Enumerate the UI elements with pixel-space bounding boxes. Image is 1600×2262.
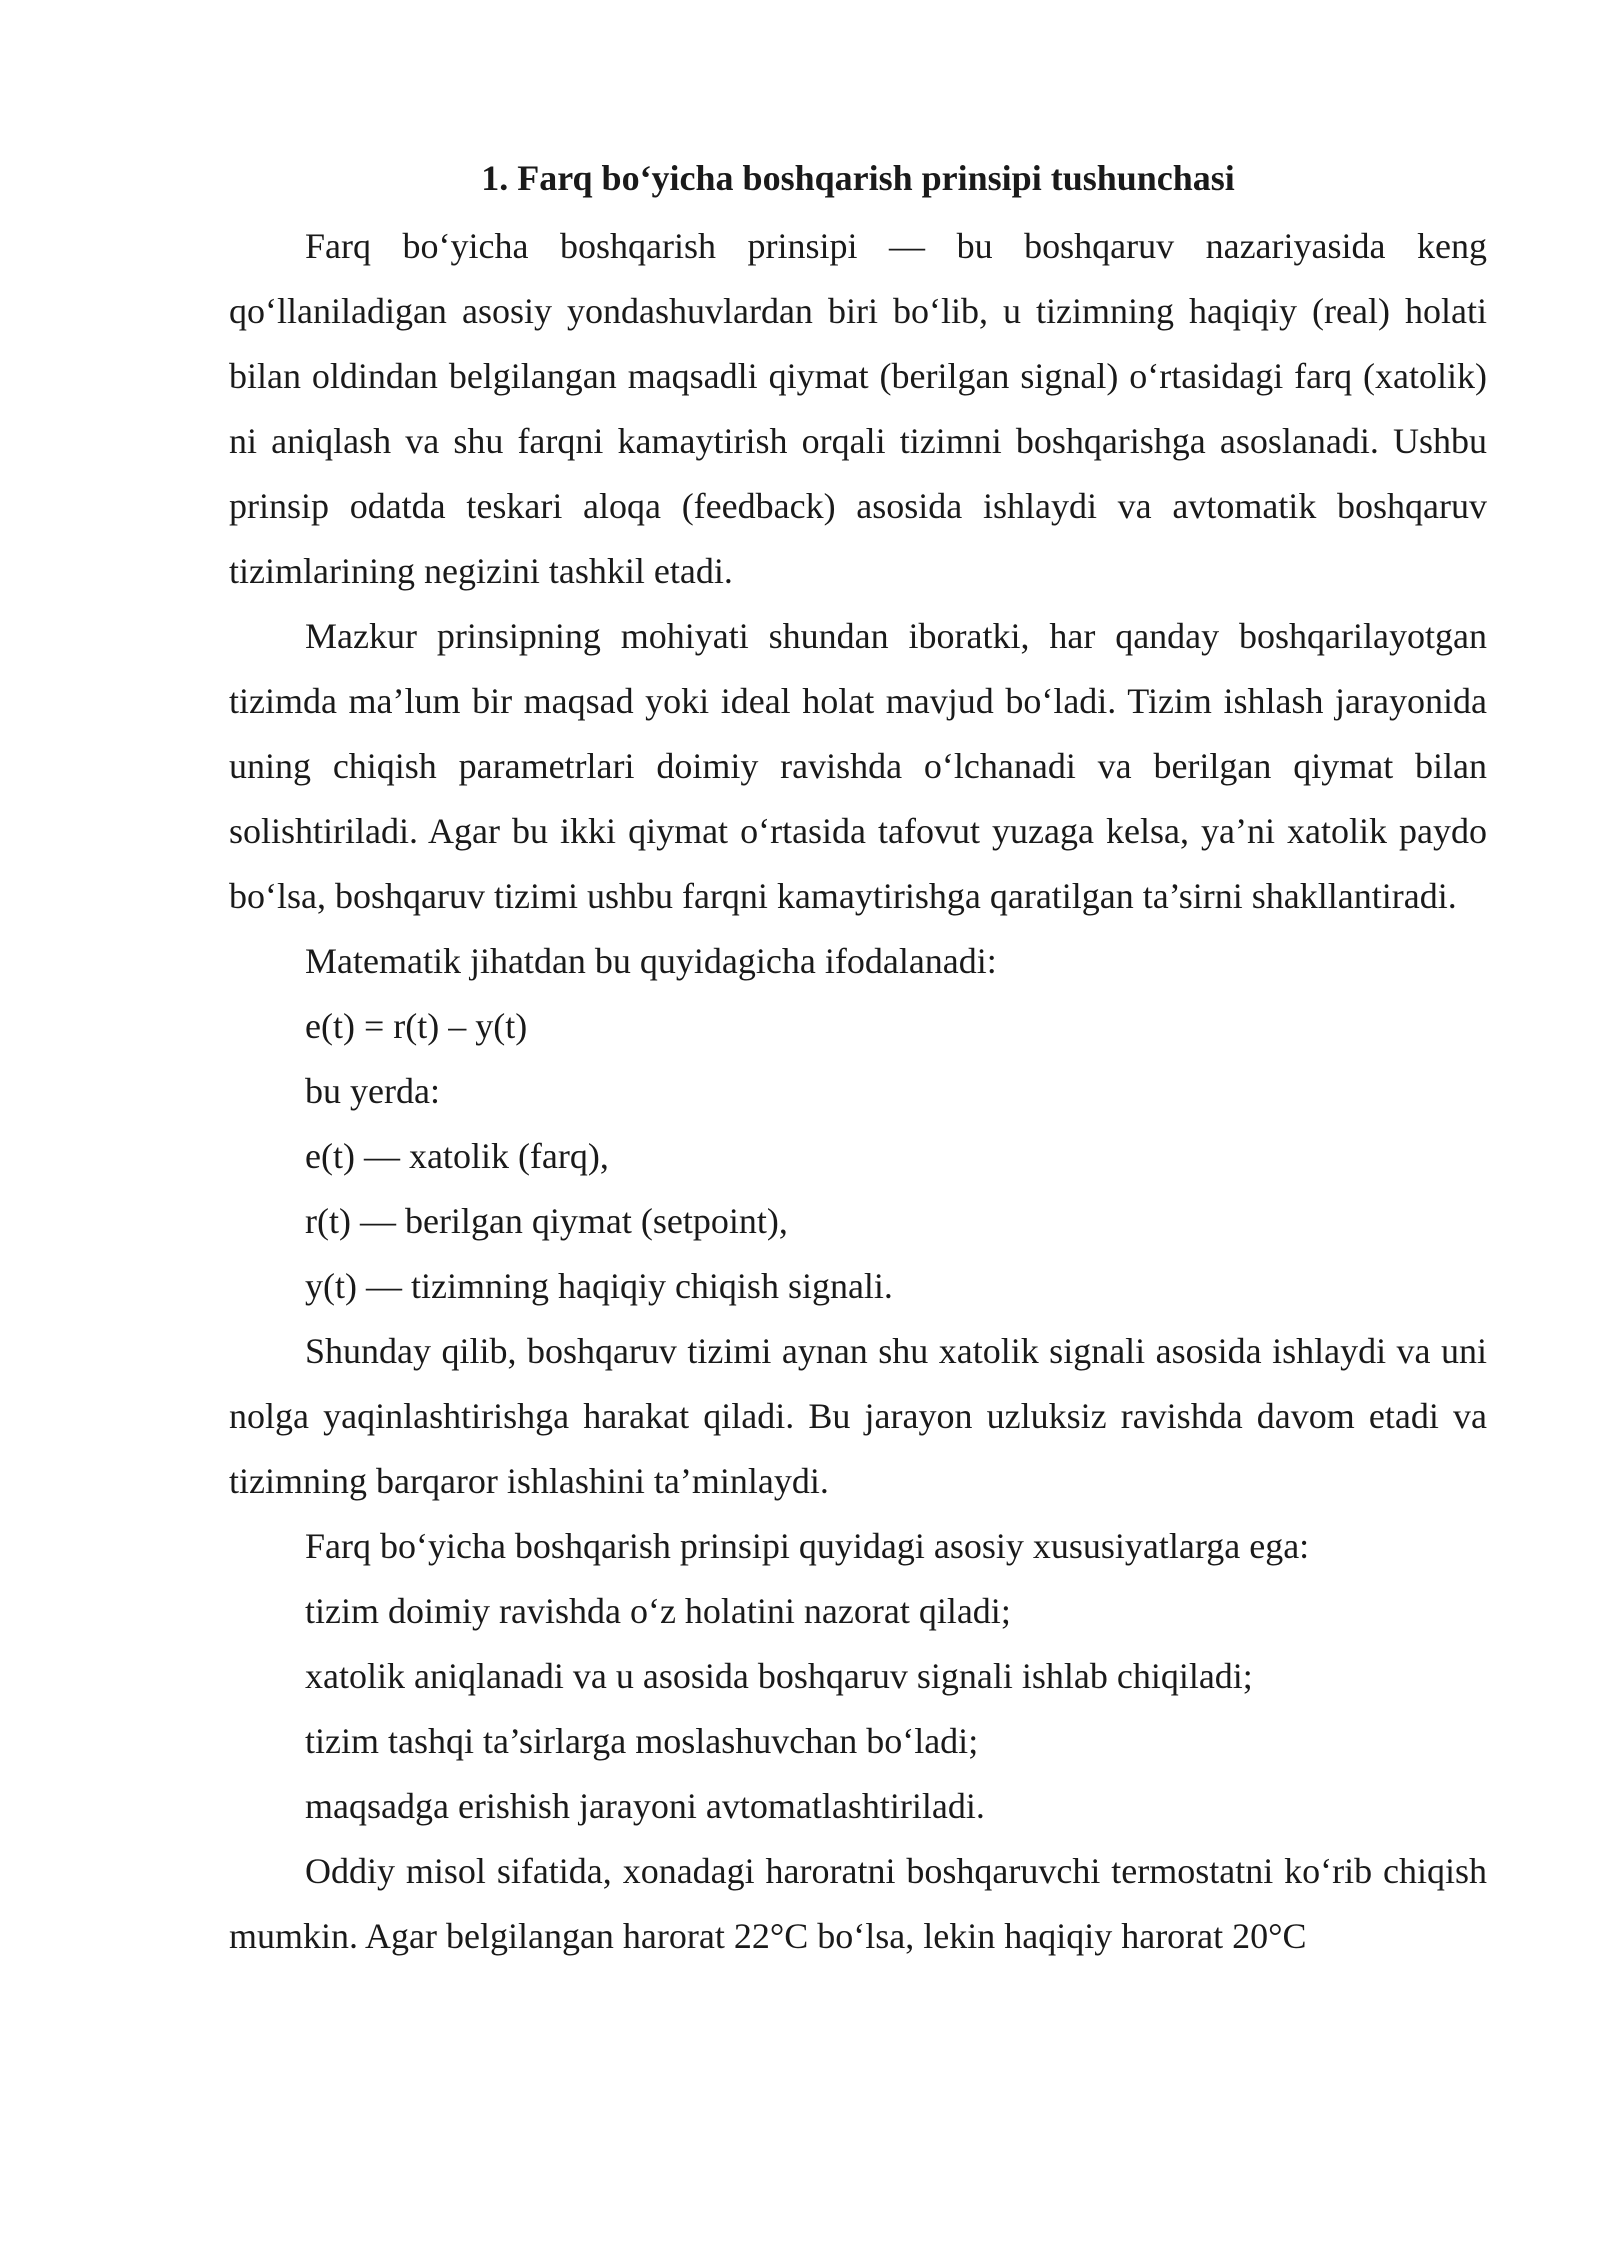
paragraph-conclusion: Shunday qilib, boshqaruv tizimi aynan shu xatolik signali asosida ishlaydi va uni nolga yaqinlashtirishga harakat qiladi. Bu jarayon uzluksiz ravishda davom etadi va tizimning barqaror ishlashini ta’minlaydi.: [229, 1331, 1487, 1501]
section-title: 1. Farq bo‘yicha boshqarish prinsipi tushunchasi: [481, 158, 1235, 198]
property-item: maqsadga erishish jarayoni avtomatlashtiriladi.: [305, 1786, 985, 1826]
paragraph-example: Oddiy misol sifatida, xonadagi haroratni boshqaruvchi termostatni ko‘rib chiqish mumkin. Agar belgilangan harorat 22°C bo‘lsa, lekin haqiqiy harorat 20°C: [229, 1851, 1487, 1956]
formula: e(t) = r(t) – y(t): [305, 1006, 528, 1046]
definition-r: r(t) — berilgan qiymat (setpoint),: [305, 1201, 788, 1241]
property-item: tizim tashqi ta’sirlarga moslashuvchan bo‘ladi;: [305, 1721, 979, 1761]
formula-intro: Matematik jihatdan bu quyidagicha ifodalanadi:: [305, 941, 997, 981]
definition-y: y(t) — tizimning haqiqiy chiqish signali.: [305, 1266, 893, 1306]
paragraph-definition: Farq bo‘yicha boshqarish prinsipi — bu boshqaruv nazariyasida keng qo‘llaniladigan asosiy yondashuvlardan biri bo‘lib, u tizimning haqiqiy (real) holati bilan oldindan belgilangan maqsadli qiymat (berilgan signal) o‘rtasidagi farq (xatolik) ni aniqlash va shu farqni kamaytirish orqali tizimni boshqarishga asoslanadi. Ushbu prinsip odatda teskari aloqa (feedback) asosida ishlaydi va avtomatik boshqaruv tizimlarining negizini tashkil etadi.: [229, 226, 1487, 591]
document-page: [229, 148, 1487, 1969]
property-item: tizim doimiy ravishda o‘z holatini nazorat qiladi;: [305, 1591, 1011, 1631]
paragraph-essence: Mazkur prinsipning mohiyati shundan iboratki, har qanday boshqarilayotgan tizimda ma’lum bir maqsad yoki ideal holat mavjud bo‘ladi. Tizim ishlash jarayonida uning chiqish parametrlari doimiy ravishda o‘lchanadi va berilgan qiymat bilan solishtiriladi. Agar bu ikki qiymat o‘rtasida tafovut yuzaga kelsa, ya’ni xatolik paydo bo‘lsa, boshqaruv tizimi ushbu farqni kamaytirishga qaratilgan ta’sirni shakllantiradi.: [229, 616, 1487, 916]
properties-intro: Farq bo‘yicha boshqarish prinsipi quyidagi asosiy xususiyatlarga ega:: [305, 1526, 1310, 1566]
formula-where: bu yerda:: [305, 1071, 440, 1111]
definition-e: e(t) — xatolik (farq),: [305, 1136, 609, 1176]
property-item: xatolik aniqlanadi va u asosida boshqaruv signali ishlab chiqiladi;: [305, 1656, 1253, 1696]
